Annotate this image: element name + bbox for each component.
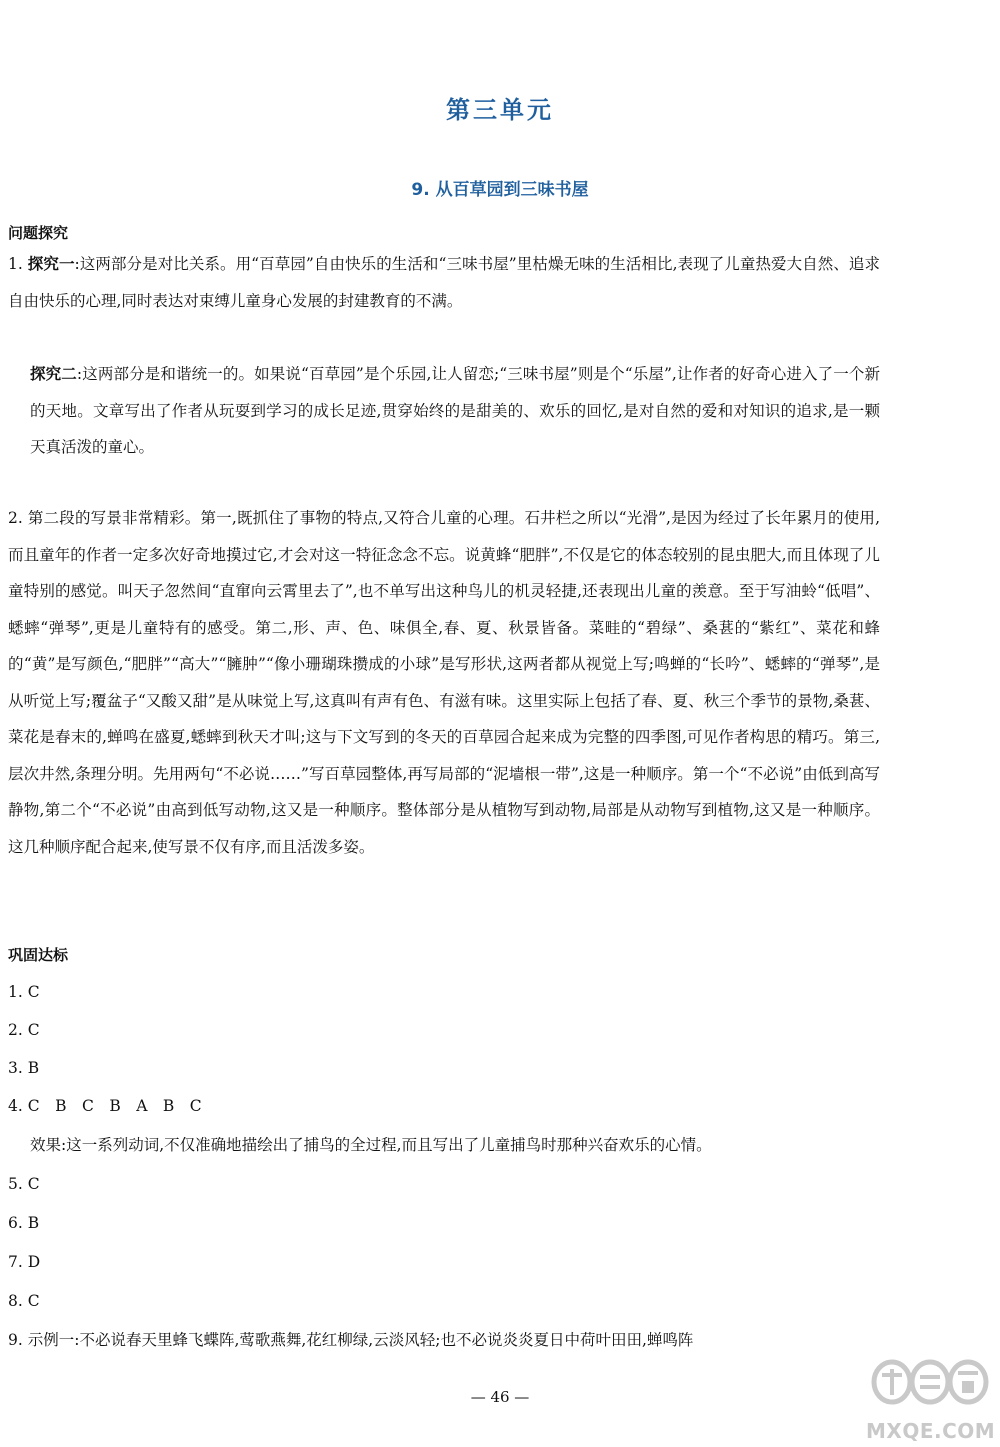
answer-item: 3. B — [8, 1059, 40, 1077]
page-number: — 46 — — [470, 1388, 530, 1406]
inquiry-text-1: :这两部分是对比关系。用“百草园”自由快乐的生活和“三味书屋”里枯燥无味的生活相比,表现了儿童热爱大自然、追求自由快乐的心理,同时表达对束缚儿童身心发展的封建教育的不满。 — [8, 255, 880, 310]
inquiry-label-2: 探究二 — [30, 365, 77, 383]
unit-title: 第三单元 — [446, 96, 554, 124]
lesson-title: 9. 从百草园到三味书屋 — [411, 180, 589, 200]
inquiry-text-2: :这两部分是和谐统一的。如果说“百草园”是个乐园,让人留恋;“三味书屋”则是个“乐屋”,让作者的好奇心进入了一个新的天地。文章写出了作者从玩耍到学习的成长足迹,贯穿始终的是甜美的、欢乐的回忆,是对自然的爱和对知识的追求,是一颗天真活泼的童心。 — [30, 365, 880, 456]
answer-item: 5. C — [8, 1175, 40, 1193]
watermark — [866, 1355, 994, 1443]
watermark-logo-icon — [870, 1355, 990, 1409]
inquiry-answer-1 — [8, 246, 880, 319]
answer-item: 4. C B C B A B C — [8, 1097, 202, 1115]
answer-item: 6. B — [8, 1214, 40, 1232]
section-heading-consolidation: 巩固达标 — [8, 946, 69, 964]
inquiry-answer-2: 2. 第二段的写景非常精彩。第一,既抓住了事物的特点,又符合儿童的心理。石井栏之所以“光滑”,是因为经过了长年累月的使用,而且童年的作者一定多次好奇地摸过它,才会对这一特征念念不忘。说黄蜂“肥胖”,不仅是它的体态较别的昆虫肥大,而且体现了儿童特别的感觉。叫天子忽然间“直窜向云霄里去了”,也不单写出这种鸟儿的机灵轻捷,还表现出儿童的羡意。至于写油蛉“低唱”、蟋蟀“弹琴”,更是儿童特有的感受。第二,形、声、色、味俱全,春、夏、秋景皆备。菜畦的“碧绿”、桑葚的“紫红”、菜花和蜂的“黄”是写颜色,“肥胖”“高大”“臃肿”“像小珊瑚珠攒成的小球”是写形状,这两者都从视觉上写;鸣蝉的“长吟”、蟋蟀的“弹琴”,是从听觉上写;覆盆子“又酸又甜”是从味觉上写,这真叫有声有色、有滋有味。这里实际上包括了春、夏、秋三个季节的景物,桑葚、菜花是春末的,蝉鸣在盛夏,蟋蟀到秋天才叫;这与下文写到的冬天的百草园合起来成为完整的四季图,可见作者构思的精巧。第三,层次井然,条理分明。先用两句“不必说……”写百草园整体,再写局部的“泥墙根一带”,这是一种顺序。第一个“不必说”由低到高写静物,第二个“不必说”由高到低写动物,这又是一种顺序。整体部分是从植物写到动物,局部是从动物写到植物,这又是一种顺序。这几种顺序配合起来,使写景不仅有序,而且活泼多姿。 — [8, 509, 880, 856]
section-heading-inquiry: 问题探究 — [8, 224, 69, 242]
watermark-url: MXQE.COM — [866, 1419, 996, 1443]
answer-item: 9. 示例一:不必说春天里蜂飞蝶阵,莺歌燕舞,花红柳绿,云淡风轻;也不必说炎炎夏日中荷叶田田,蝉鸣阵 — [8, 1331, 694, 1349]
answer-item: 2. C — [8, 1021, 40, 1039]
answer-item-effect: 效果:这一系列动词,不仅准确地描绘出了捕鸟的全过程,而且写出了儿童捕鸟时那种兴奋欢乐的心情。 — [30, 1136, 712, 1154]
answer-item: 7. D — [8, 1253, 41, 1271]
answer-item: 1. C — [8, 983, 40, 1001]
inquiry-answer-1b — [30, 356, 880, 466]
answer-number: 1. — [8, 255, 28, 273]
inquiry-label-1: 探究一 — [27, 255, 75, 273]
answer-item: 8. C — [8, 1292, 40, 1310]
